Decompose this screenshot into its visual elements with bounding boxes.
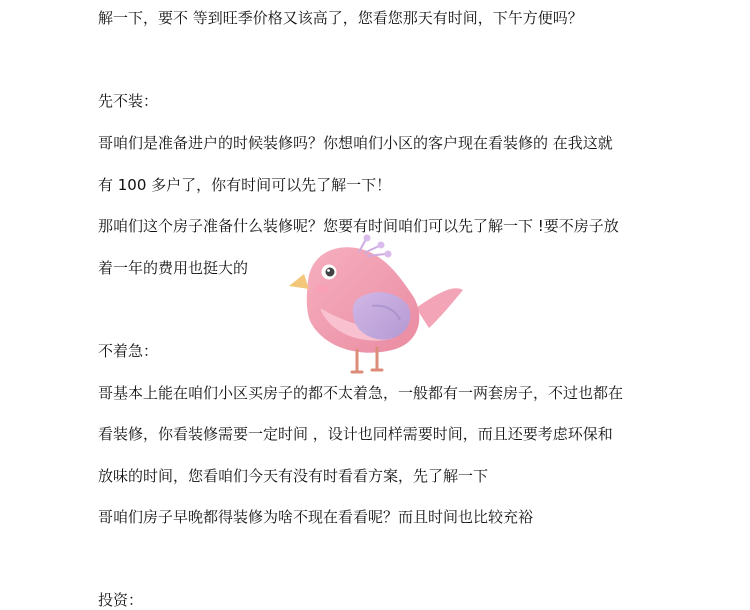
text-line: 哥咱们房子早晚都得装修为啥不现在看看呢？而且时间也比较充裕 <box>98 508 534 526</box>
text-line: 解一下，要不 等到旺季价格又该高了，您看您那天有时间，下午方便吗？ <box>98 9 583 27</box>
text-line: 那咱们这个房子准备什么装修呢？您要有时间咱们可以先了解一下 !要不房子放 <box>98 217 619 235</box>
text-line: 放味的时间，您看咱们今天有没有时看看方案，先了解一下 <box>98 467 489 485</box>
text-line: 有 100 多户了，你有时间可以先了解一下！ <box>98 176 392 194</box>
section-heading-not-renovating: 先不装： <box>98 92 159 110</box>
text-line: 哥咱们是准备进户的时候装修吗？你想咱们小区的客户现在看装修的 在我这就 <box>98 134 613 152</box>
bird-mascot-icon <box>286 232 466 382</box>
text-line: 看装修，你看装修需要一定时间 ，设计也同样需要时间，而且还要考虑环保和 <box>98 425 613 443</box>
text-line: 着一年的费用也挺大的 <box>98 259 249 277</box>
section-heading-investment: 投资： <box>98 591 144 609</box>
text-line: 哥基本上能在咱们小区买房子的都不太着急，一般都有一两套房子，不过也都在 <box>98 384 624 402</box>
section-heading-not-in-a-hurry: 不着急： <box>98 342 159 360</box>
